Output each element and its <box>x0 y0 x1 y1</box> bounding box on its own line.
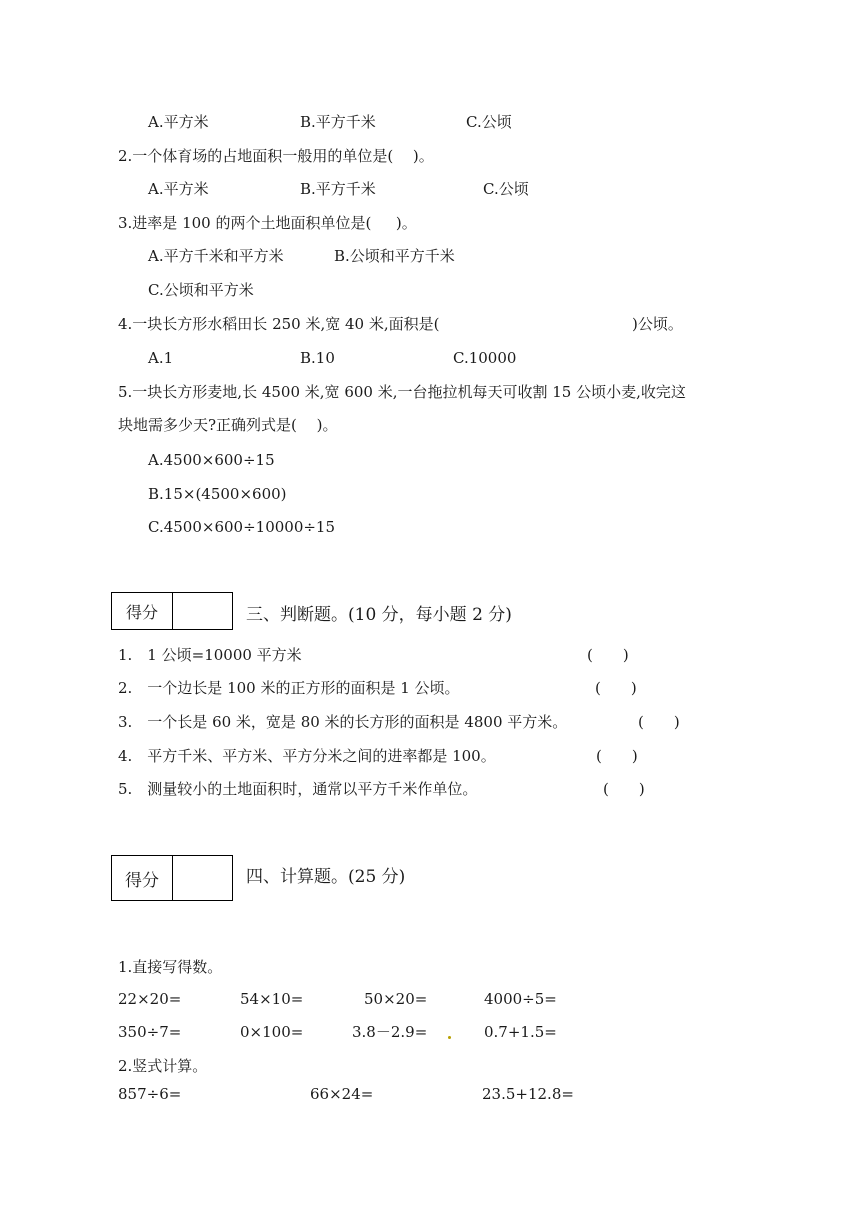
stray-mark <box>448 1036 451 1039</box>
calc-r3-c3: 23.5+12.8= <box>482 1085 574 1103</box>
section4-title: 四、计算题。(25 分) <box>246 867 406 887</box>
calc-sub1-label: 1.直接写得数。 <box>118 958 223 976</box>
section3-title: 三、判断题。(10 分，每小题 2 分) <box>246 605 512 625</box>
judge-paren-2: ( ) <box>595 679 637 697</box>
judge-paren-3: ( ) <box>638 713 680 731</box>
calc-r2-c2: 0×100= <box>240 1023 304 1041</box>
calc-sub2-label: 2.竖式计算。 <box>118 1057 208 1075</box>
q4-tail: )公顷。 <box>632 315 683 333</box>
judge-item-4: 4. 平方千米、平方米、平方分米之间的进率都是 100。 <box>118 747 496 765</box>
q5-option-c: C.4500×600÷10000÷15 <box>148 518 336 536</box>
section4-score-label: 得分 <box>112 856 173 900</box>
q5-line2: 块地需多少天?正确列式是( )。 <box>118 416 338 434</box>
calc-r2-c1: 350÷7= <box>118 1023 182 1041</box>
judge-item-1: 1. 1 公顷=10000 平方米 <box>118 646 302 664</box>
judge-item-5: 5. 测量较小的土地面积时，通常以平方千米作单位。 <box>118 780 478 798</box>
calc-r2-c3: 3.8－2.9= <box>352 1023 428 1041</box>
calc-r1-c4: 4000÷5= <box>484 990 557 1008</box>
calc-r2-c4: 0.7+1.5= <box>484 1023 557 1041</box>
q5-option-a: A.4500×600÷15 <box>148 451 275 469</box>
calc-r1-c3: 50×20= <box>364 990 428 1008</box>
judge-paren-4: ( ) <box>596 747 638 765</box>
q1-option-c: C.公顷 <box>466 113 512 131</box>
q5-line1: 5.一块长方形麦地,长 4500 米,宽 600 米,一台拖拉机每天可收割 15 公顷小麦,收完这 <box>118 383 686 401</box>
section4-score-box <box>111 855 233 901</box>
judge-paren-1: ( ) <box>587 646 629 664</box>
q2-option-b: B.平方千米 <box>300 180 376 198</box>
section3-score-label: 得分 <box>112 593 173 629</box>
calc-r3-c1: 857÷6= <box>118 1085 182 1103</box>
section4-score-blank <box>173 856 232 900</box>
q4-option-c: C.10000 <box>453 349 517 367</box>
calc-r1-c1: 22×20= <box>118 990 182 1008</box>
section3-score-blank <box>173 593 232 629</box>
calc-r3-c2: 66×24= <box>310 1085 374 1103</box>
q1-option-b: B.平方千米 <box>300 113 376 131</box>
q3-option-a: A.平方千米和平方米 <box>148 247 284 265</box>
q4-option-b: B.10 <box>300 349 335 367</box>
q3-option-c: C.公顷和平方米 <box>148 281 254 299</box>
q2-text: 2.一个体育场的占地面积一般用的单位是( )。 <box>118 147 434 165</box>
judge-item-3: 3. 一个长是 60 米，宽是 80 米的长方形的面积是 4800 平方米。 <box>118 713 568 731</box>
section3-score-box <box>111 592 233 630</box>
q4-text: 4.一块长方形水稻田长 250 米,宽 40 米,面积是( <box>118 315 440 333</box>
q4-option-a: A.1 <box>148 349 174 367</box>
q3-option-b: B.公顷和平方千米 <box>334 247 455 265</box>
judge-item-2: 2. 一个边长是 100 米的正方形的面积是 1 公顷。 <box>118 679 460 697</box>
calc-r1-c2: 54×10= <box>240 990 304 1008</box>
q2-option-a: A.平方米 <box>148 180 209 198</box>
q1-option-a: A.平方米 <box>148 113 209 131</box>
judge-paren-5: ( ) <box>603 780 645 798</box>
q5-option-b: B.15×(4500×600) <box>148 485 287 503</box>
q2-option-c: C.公顷 <box>483 180 529 198</box>
q3-text: 3.进率是 100 的两个土地面积单位是( )。 <box>118 214 417 232</box>
